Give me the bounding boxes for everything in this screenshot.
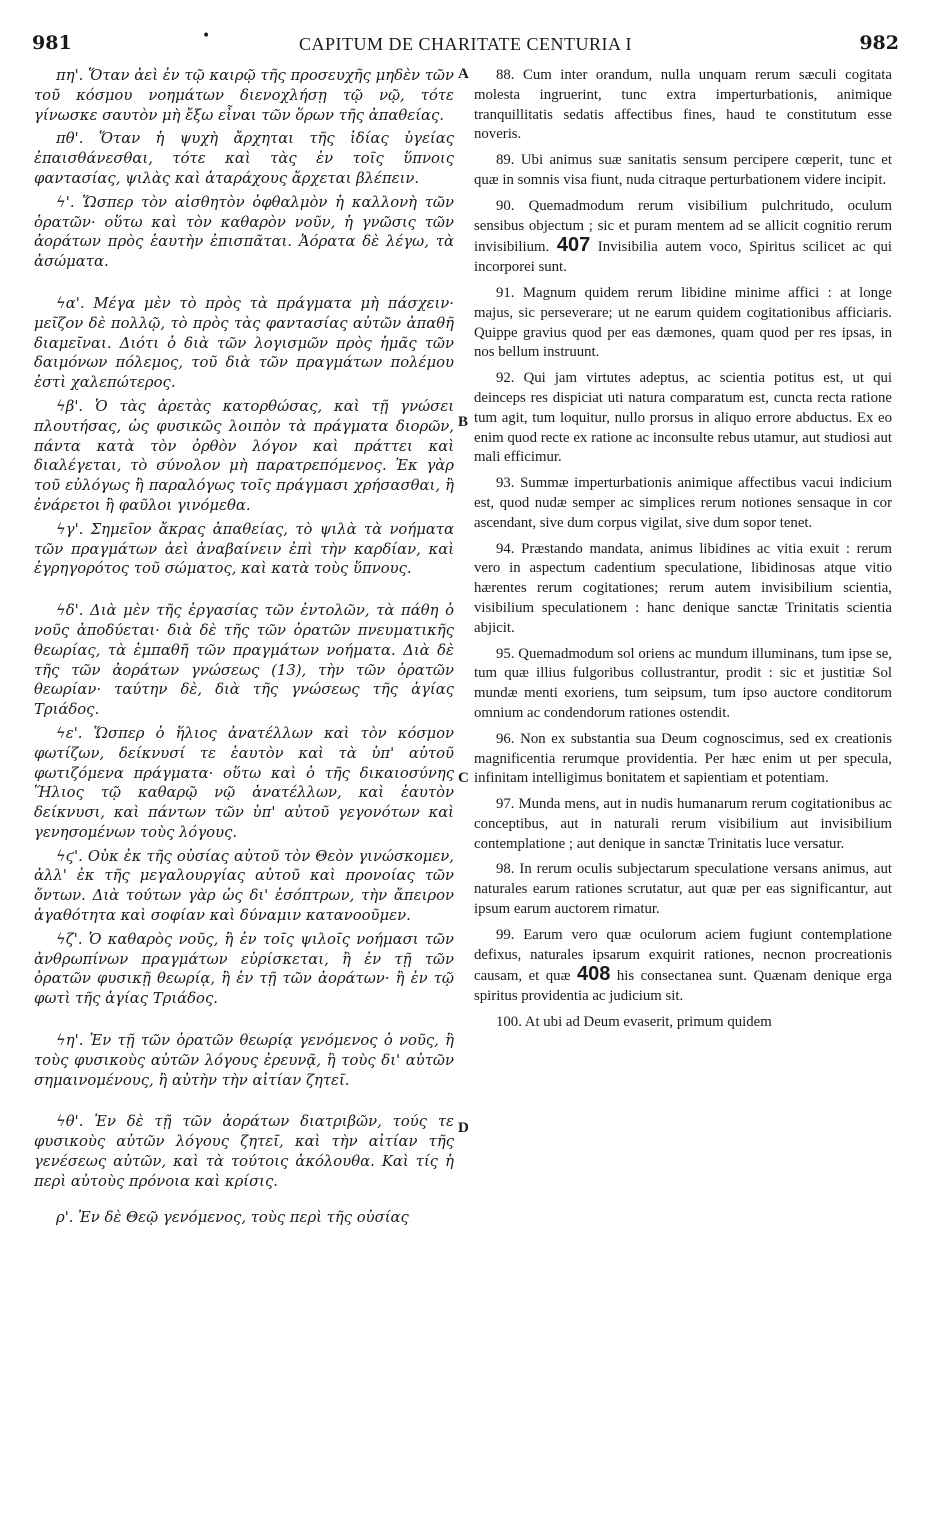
- greek-paragraph: πη'. Ὅταν ἀεὶ ἐν τῷ καιρῷ τῆς προσευχῆς μηδὲν τῶν τοῦ κόσμου νοημάτων διενοχλήσῃ τῷ νῷ, τότε γίνωσκε σαυτὸν μὴ ἔξω εἶναι τῶν ὅρων τῆς ἀπαθείας.: [34, 67, 454, 124]
- latin-paragraph: 95. Quemadmodum sol oriens ac mundum illuminans, tum ipse se, tum quæ illius fulgoribus collustrantur, prodit : sic et justitiæ Sol mundæ menti exoriens, tum seipsum, tum ipso auctore conditorum omnium ac condendorum rationes ostendit.: [474, 645, 892, 721]
- latin-paragraph: 92. Qui jam virtutes adeptus, ac scientia potitus est, ut qui deinceps res dispiciat uti natura comparatum est, cuncta recta ratione tum agit, tum loquitur, nullo prorsus in aliquo errore abductus. Ex eo enim quod recte ex ratione ac inconsulte rebus utamur, aut studiosi aut mali efficimur.: [474, 370, 892, 466]
- greek-paragraph: ϟγ'. Σημεῖον ἄκρας ἀπαθείας, τὸ ψιλὰ τὰ νοήματα τῶν πραγμάτων ἀεὶ ἀναβαίνειν ἐπὶ τὴν καρδίαν, καὶ ἐγρηγορότος τοῦ σώματος, καὶ κατὰ τοὺς ὕπνους.: [34, 520, 454, 578]
- latin-paragraph: 96. Non ex substantia sua Deum cognoscimus, sed ex creationis magnificentia rerumque providentia. Per hæc enim ut per specula, infinitam intelligimus bonitatem et sapientiam et potentiam.: [474, 730, 892, 787]
- greek-paragraph: ϟθ'. Ἐν δὲ τῇ τῶν ἀοράτων διατριβῶν, τούς τε φυσικοὺς αὐτῶν λόγους ζητεῖ, καὶ τὴν αἰτίαν τῆς γενέσεως αὐτῶν, καὶ τὰ τούτοις ἀκόλουθα. Καὶ τίς ἡ περὶ αὐτοὺς πρόνοια καὶ κρίσις.: [34, 1113, 454, 1190]
- page-title: CAPITUM DE CHARITATE CENTURIA I: [298, 34, 633, 54]
- right-page-number: 982: [859, 32, 899, 54]
- greek-paragraph: ϟ'. Ὥσπερ τὸν αἰσθητὸν ὀφθαλμὸν ἡ καλλονὴ τῶν ὁρατῶν· οὕτω καὶ τὸν καθαρὸν νοῦν, ἡ γνῶσις τῶν ἀοράτων πρὸς ἑαυτὴν ἐπισπᾶται. Ἀόρατα δὲ λέγω, τὰ ἀσώματα.: [34, 193, 454, 271]
- greek-paragraph: ϟϛ'. Οὐκ ἐκ τῆς οὐσίας αὐτοῦ τὸν Θεὸν γινώσκομεν, ἀλλ' ἐκ τῆς μεγαλουργίας αὐτοῦ καὶ προνοίας τῶν ὄντων. Διὰ τούτων γὰρ ὡς δι' ἐσόπτρων, τὴν ἄπειρον ἀγαθότητα καὶ σοφίαν καὶ δύναμιν κατανοοῦμεν.: [34, 847, 454, 925]
- margin-marker-b: B: [458, 414, 469, 430]
- margin-marker-c: C: [458, 770, 469, 786]
- greek-paragraph: ϟβ'. Ὁ τὰς ἀρετὰς κατορθώσας, καὶ τῇ γνώσει πλουτήσας, ὡς φυσικῶς λοιπὸν τὰ πράγματα διορῶν, πάντα κατὰ τὸν ὀρθὸν λόγον καὶ πράττει καὶ διαλέγεται, τὸ σύνολον μὴ παρατρεπόμενος. Ἐκ γὰρ τοῦ εὐλόγως ἢ παραλόγως τοῖς πράγμασι χρήσασθαι, ἢ ἐνάρετοι ἢ φαῦλοι γινόμεθα.: [34, 397, 454, 514]
- column-number: 407: [556, 234, 591, 257]
- latin-paragraph: 97. Munda mens, aut in nudis humanarum rerum cogitationibus ac conceptibus, aut in naturali rerum visibilium aut invisibilium contemplatione ; aut denique in sanctæ Trinitatis luce versatur.: [474, 796, 892, 852]
- greek-paragraph: ρ'. Ἐν δὲ Θεῷ γενόμενος, τοὺς περὶ τῆς οὐσίας: [56, 1208, 409, 1226]
- greek-column: [34, 66, 454, 1231]
- latin-paragraph: 93. Summæ imperturbationis animique affectibus vacui indicium est, quod nudæ semper ac simplices rerum notiones sensaque in cor ascendant, sive dum corpus vigilat, sive dum sopor tenet.: [474, 475, 892, 531]
- margin-marker-d: D: [458, 1120, 469, 1136]
- greek-paragraph: πθ'. Ὅταν ἡ ψυχὴ ἄρχηται τῆς ἰδίας ὑγείας ἐπαισθάνεσθαι, τότε καὶ τὰς ἐν τοῖς ὕπνοις φαντασίας, ψιλὰς καὶ ἀταράχους ἄρχεται βλέπειν.: [34, 130, 454, 187]
- greek-paragraph: ϟδ'. Διὰ μὲν τῆς ἐργασίας τῶν ἐντολῶν, τὰ πάθη ὁ νοῦς ἀποδύεται· διὰ δὲ τῆς τῶν ὁρατῶν πνευματικῆς θεωρίας, τὰ ἐμπαθῆ τῶν πραγμάτων νοήματα. Διὰ δὲ τῆς τῶν ἀοράτων γνώσεως (13), τὴν τῶν ὁρατῶν θεωρίαν· ταύτην δὲ, διὰ τῆς γνώσεως τῆς ἁγίας Τριάδος.: [34, 602, 454, 719]
- page-header: [32, 28, 899, 60]
- greek-paragraph: ϟα'. Μέγα μὲν τὸ πρὸς τὰ πράγματα μὴ πάσχειν· μεῖζον δὲ πολλῷ, τὸ πρὸς τὰς φαντασίας αὐτῶν ἀπαθῆ διαμεῖναι. Διότι ὁ διὰ τῶν λογισμῶν πρὸς ἡμᾶς τῶν δαιμόνων πόλεμος, τοῦ διὰ τῶν πραγμάτων πολέμου ἐστὶ χαλεπώτερος.: [34, 294, 454, 392]
- greek-paragraph: ϟε'. Ὥσπερ ὁ ἥλιος ἀνατέλλων καὶ τὸν κόσμον φωτίζων, δείκνυσί τε ἑαυτὸν καὶ τὰ ὑπ' αὐτοῦ φωτιζόμενα πράγματα· οὕτω καὶ ὁ τῆς δικαιοσύνης Ἥλιος τῷ καθαρῷ νῷ ἀνατέλλων, καὶ ἑαυτὸν δείκνυσι, καὶ πάντων τῶν ὑπ' αὐτοῦ γεγονότων καὶ γενησομένων τοὺς λόγους.: [34, 724, 454, 841]
- latin-paragraph: 98. In rerum oculis subjectarum speculatione versans animus, aut naturales earum rationes scrutatur, aut quæ per eas significantur, aut ipsum earum auctorem rimatur.: [474, 861, 892, 918]
- latin-paragraph: 89. Ubi animus suæ sanitatis sensum percipere cœperit, tunc et quæ in somnis visa fiunt, nuda citraque perturbationem videre incipit.: [474, 152, 892, 188]
- left-page-number: 981: [32, 32, 72, 54]
- latin-paragraph: 94. Præstando mandata, animus libidines ac vitia exuit : rerum vero in aspectum cadentium speculatione, libidinosas atque vitio hærentes rerum cogitationes; rerum autem invisibilium scientia, visibilium speculationem : hanc denique sanctæ Trinitatis scientia abjicit.: [474, 540, 892, 636]
- header-dot: •: [202, 28, 211, 44]
- latin-paragraph: 99. Earum vero quæ oculorum aciem fugiunt contemplatione defixus, naturales ipsarum exquirit rationes, necnon procreationis causam, et quæ 408 his consectanea sunt. Quænam denique erga spiritus providentia ac judicium sit.: [474, 926, 893, 1005]
- latin-paragraph: 90. Quemadmodum rerum visibilium pulchritudo, oculum sensibus objectum ; sic et puram mentem ad se allicit cognitio rerum invisibilium. 407 Invisibilia autem voco, Spiritus scilicet ac qui incorporei sunt.: [474, 197, 892, 276]
- greek-paragraph: ϟη'. Ἐν τῇ τῶν ὁρατῶν θεωρίᾳ γενόμενος ὁ νοῦς, ἢ τοὺς φυσικοὺς αὐτῶν λόγους ἐρευνᾷ, ἢ τοὺς δι' αὐτῶν σημαινομένους, ἢ αὐτὴν τὴν αἰτίαν ζητεῖ.: [34, 1032, 454, 1089]
- latin-column: [474, 66, 892, 1039]
- margin-marker-a: A: [458, 66, 469, 82]
- column-number: 408: [576, 963, 611, 986]
- greek-paragraph: ϟζ'. Ὁ καθαρὸς νοῦς, ἢ ἐν τοῖς ψιλοῖς νοήμασι τῶν ἀνθρωπίνων πραγμάτων εὑρίσκεται, ἢ ἐν τῇ τῶν ὁρατῶν φυσικῇ θεωρίᾳ, ἢ ἐν τῇ τῶν ἀοράτων· ἢ ἐν τῷ φωτὶ τῆς ἁγίας Τριάδος.: [34, 930, 454, 1008]
- latin-paragraph: 88. Cum inter orandum, nulla unquam rerum sæculi cogitata molesta ingruerint, tunc extra imperturbationis, animique tranquillitatis sedatis affectibus fines, haud te constitutum esse noveris.: [474, 67, 892, 143]
- latin-paragraph: 100. At ubi ad Deum evaserit, primum quidem: [496, 1014, 772, 1031]
- latin-paragraph: 91. Magnum quidem rerum libidine minime affici : at longe majus, sic perseverare; ut ne earum quidem cogitationibus afficiaris. Quippe gravius quod per eas dæmones, quam quod per res ipsas, in nos bellum instruunt.: [474, 284, 892, 361]
